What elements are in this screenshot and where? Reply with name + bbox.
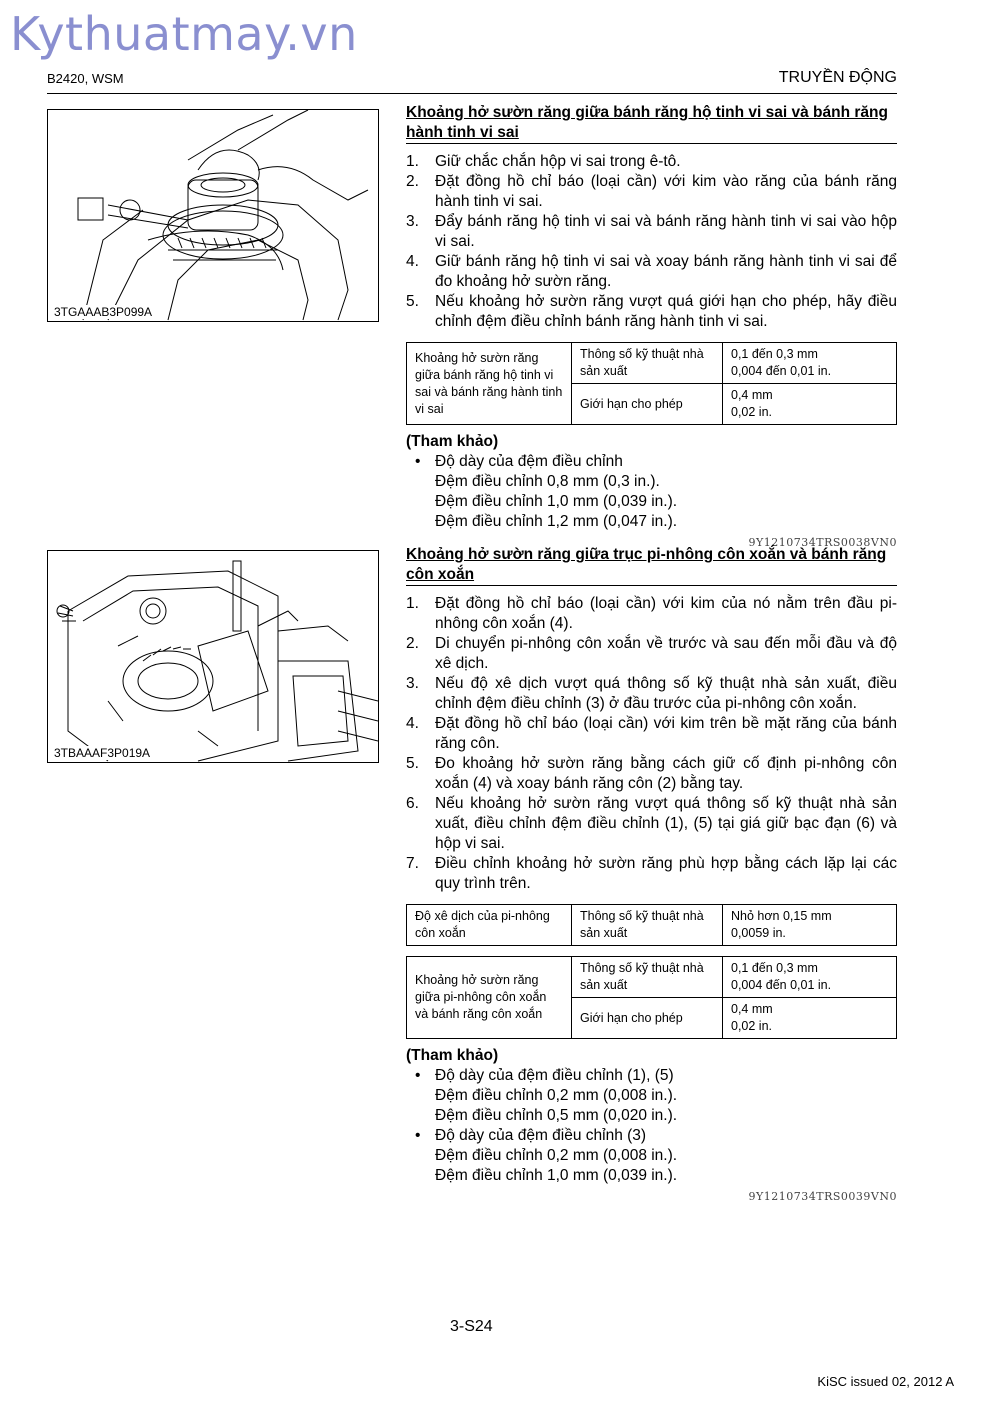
reference-line: Đệm điều chỉnh 0,2 mm (0,008 in.).: [435, 1087, 678, 1104]
reference-title: (Tham khảo): [406, 433, 499, 450]
section-title: [406, 545, 897, 586]
step-number: 5.: [406, 755, 419, 772]
reference-item: [406, 1066, 897, 1126]
document-code: 9Y1210734TRS0038VN0: [748, 536, 897, 549]
step-text: Giữ bánh răng hộ tinh vi sai và xoay bánh răng hành tinh vi sai để đo khoảng hở sườn răng.: [435, 253, 897, 290]
spec-value: [723, 343, 897, 384]
step-text: Nếu khoảng hở sườn răng vượt quá thông số kỹ thuật nhà sản xuất, điều chỉnh đệm điều chỉnh (1), (5) tại giá giữ bạc đạn (6) và hộp vi sai.: [435, 795, 897, 852]
reference-line: Đệm điều chỉnh 1,2 mm (0,047 in.).: [435, 513, 678, 530]
bevel-pinion-illustration: [48, 551, 378, 762]
step-item: [406, 714, 897, 754]
reference-title: (Tham khảo): [406, 1047, 499, 1064]
differential-gear-illustration: [48, 110, 378, 321]
spec-value: [723, 905, 897, 946]
step-text: Đặt đồng hồ chỉ báo (loại cần) với kim trên bề mặt răng của bánh răng côn.: [435, 715, 897, 752]
section-title-text: Khoảng hở sườn răng giữa trục pi-nhông côn xoắn và bánh răng côn xoắn: [406, 545, 897, 586]
spec-value: [723, 957, 897, 998]
header-model: B2420, WSM: [47, 71, 124, 86]
step-number: 7.: [406, 855, 419, 872]
step-number: 1.: [406, 595, 419, 612]
spec-value: [723, 998, 897, 1039]
step-item: [406, 634, 897, 674]
step-number: 2.: [406, 635, 419, 652]
step-number: 3.: [406, 675, 419, 692]
page-number: 3-S24: [450, 1318, 493, 1335]
spec-table: [406, 904, 897, 946]
section-bevel-pinion-backlash: [406, 545, 897, 1203]
step-number: 5.: [406, 293, 419, 310]
figure-differential-gear: [47, 109, 379, 322]
figure-bevel-pinion: [47, 550, 379, 763]
spec-value-metric: 0,1 đến 0,3 mm: [731, 961, 818, 975]
step-item: [406, 594, 897, 634]
step-item: [406, 152, 897, 172]
step-text: Đặt đồng hồ chỉ báo (loại cần) với kim vào răng của bánh răng hành tinh vi sai.: [435, 173, 897, 210]
reference-head: Độ dày của đệm điều chỉnh: [435, 453, 623, 470]
footer-issue: KiSC issued 02, 2012 A: [817, 1374, 954, 1389]
step-number: 4.: [406, 253, 419, 270]
spec-value-imperial: 0,02 in.: [731, 1019, 773, 1033]
reference-head: Độ dày của đệm điều chỉnh (3): [435, 1127, 647, 1144]
spec-item: Khoảng hở sườn răng giữa bánh răng hộ tinh vi sai và bánh răng hành tinh vi sai: [407, 343, 572, 425]
step-text: Điều chỉnh khoảng hở sườn răng phù hợp bằng cách lặp lại các quy trình trên.: [435, 855, 897, 892]
spec-value: [723, 384, 897, 425]
figure-label: 3TGAAAB3P099A: [54, 305, 153, 319]
step-text: Di chuyển pi-nhông côn xoắn về trước và sau đến mỗi đầu và độ xê dịch.: [435, 635, 897, 672]
spec-label: Thông số kỹ thuật nhà sản xuất: [572, 343, 723, 384]
reference-list: [406, 452, 897, 532]
spec-value-metric: 0,4 mm: [731, 388, 773, 402]
reference-item: [406, 452, 897, 532]
spec-table: [406, 956, 897, 1039]
step-number: 1.: [406, 153, 419, 170]
step-item: [406, 754, 897, 794]
step-text: Nếu độ xê dịch vượt quá thông số kỹ thuật nhà sản xuất, điều chỉnh đệm điều chỉnh (3) ở đầu trước của pi-nhông côn xoắn.: [435, 675, 897, 712]
reference-line: Đệm điều chỉnh 1,0 mm (0,039 in.).: [435, 493, 678, 510]
step-item: [406, 172, 897, 212]
spec-value-imperial: 0,004 đến 0,01 in.: [731, 978, 832, 992]
step-text: Đo khoảng hở sườn răng bằng cách giữ cố định pi-nhông côn xoắn (4) và xoay bánh răng côn (2) bằng tay.: [435, 755, 897, 792]
step-item: [406, 252, 897, 292]
spec-table: [406, 342, 897, 425]
reference-line: Đệm điều chỉnh 0,8 mm (0,3 in.).: [435, 473, 660, 490]
spec-value-imperial: 0,0059 in.: [731, 926, 786, 940]
reference-head: Độ dày của đệm điều chỉnh (1), (5): [435, 1067, 674, 1084]
spec-label: Thông số kỹ thuật nhà sản xuất: [572, 957, 723, 998]
bullet-icon: •: [415, 1127, 421, 1144]
figure-label: 3TBAAAF3P019A: [54, 746, 151, 760]
spec-value-metric: Nhỏ hơn 0,15 mm: [731, 909, 832, 923]
reference-line: Đệm điều chỉnh 0,2 mm (0,008 in.).: [435, 1147, 678, 1164]
spec-value-imperial: 0,004 đến 0,01 in.: [731, 364, 832, 378]
bullet-icon: •: [415, 453, 421, 470]
step-text: Nếu khoảng hở sườn răng vượt quá giới hạn cho phép, hãy điều chỉnh đệm điều chỉnh bánh răng hành tinh vi sai.: [435, 293, 897, 330]
step-item: [406, 794, 897, 854]
procedure-steps: [406, 594, 897, 894]
step-text: Giữ chắc chắn hộp vi sai trong ê-tô.: [435, 153, 681, 170]
step-text: Đẩy bánh răng hộ tinh vi sai và bánh răng hành tinh vi sai vào hộp vi sai.: [435, 213, 897, 250]
section-title: [406, 103, 897, 144]
spec-label: Giới hạn cho phép: [572, 384, 723, 425]
step-item: [406, 674, 897, 714]
reference-item: [406, 1126, 897, 1186]
header-rule: [47, 93, 897, 94]
section-side-gear-backlash: [406, 103, 897, 549]
spec-label: Thông số kỹ thuật nhà sản xuất: [572, 905, 723, 946]
watermark: Kythuatmay.vn: [10, 7, 358, 61]
spec-value-imperial: 0,02 in.: [731, 405, 773, 419]
section-title-text: Khoảng hở sườn răng giữa bánh răng hộ tinh vi sai và bánh răng hành tinh vi sai: [406, 103, 897, 144]
spec-value-metric: 0,1 đến 0,3 mm: [731, 347, 818, 361]
step-number: 6.: [406, 795, 419, 812]
spec-item: Khoảng hở sườn răng giữa pi-nhông côn xoắn và bánh răng côn xoắn: [407, 957, 572, 1039]
spec-value-metric: 0,4 mm: [731, 1002, 773, 1016]
reference-line: Đệm điều chỉnh 1,0 mm (0,039 in.).: [435, 1167, 678, 1184]
procedure-steps: [406, 152, 897, 332]
step-number: 4.: [406, 715, 419, 732]
reference-line: Đệm điều chỉnh 0,5 mm (0,020 in.).: [435, 1107, 678, 1124]
spec-item: Độ xê dịch của pi-nhông côn xoắn: [407, 905, 572, 946]
step-number: 3.: [406, 213, 419, 230]
step-number: 2.: [406, 173, 419, 190]
bullet-icon: •: [415, 1067, 421, 1084]
spec-label: Giới hạn cho phép: [572, 998, 723, 1039]
step-item: [406, 854, 897, 894]
reference-list: [406, 1066, 897, 1186]
step-item: [406, 292, 897, 332]
document-code: 9Y1210734TRS0039VN0: [748, 1190, 897, 1203]
step-item: [406, 212, 897, 252]
step-text: Đặt đồng hồ chỉ báo (loại cần) với kim của nó nằm trên đầu pi-nhông côn xoắn (4).: [435, 595, 897, 632]
header-section-title: TRUYỀN ĐỘNG: [778, 69, 897, 86]
